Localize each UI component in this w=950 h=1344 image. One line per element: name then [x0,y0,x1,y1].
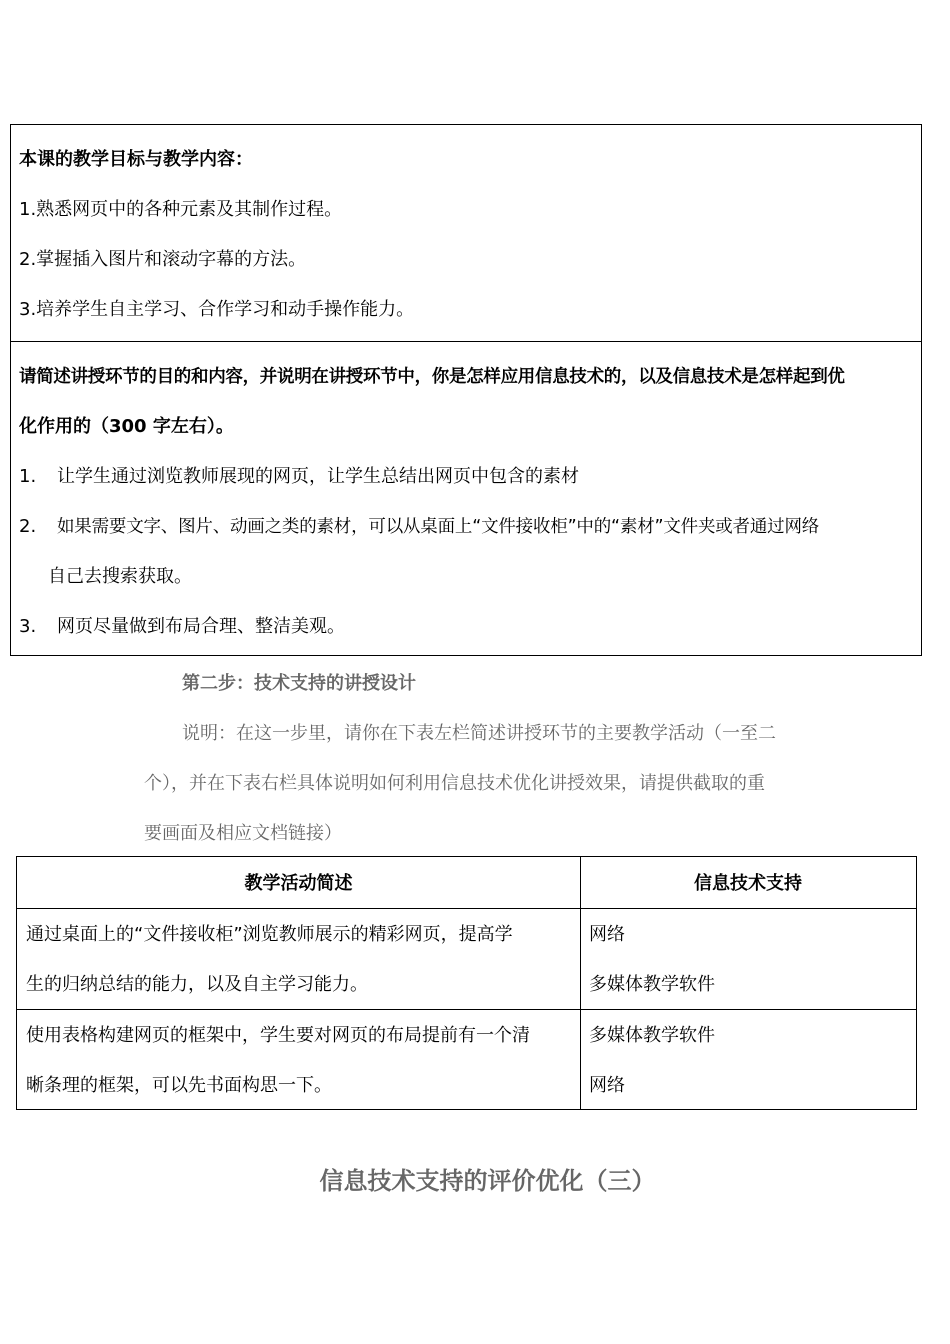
lecture-item-2 [19,515,919,539]
table-row-1-activity-line-1: 通过桌面上的“文件接收柜”浏览教师展示的精彩网页，提高学 [26,924,513,945]
table-row-1-support-1: 网络 [589,924,625,945]
box-divider [11,341,921,342]
table-row-2-support-2: 网络 [589,1075,625,1096]
lecture-item-text: 网页尽量做到布局合理、整洁美观。 [57,616,345,637]
table-header-support: 信息技术支持 [694,873,802,894]
lecture-item-text: 让学生通过浏览教师展现的网页，让学生总结出网页中包含的素材 [57,466,579,487]
table-row-1-support-2: 多媒体教学软件 [589,974,715,995]
objective-item-3: 3.培养学生自主学习、合作学习和动手操作能力。 [19,299,415,320]
step2-heading: 第二步：技术支持的讲授设计 [182,673,416,694]
lecture-item-number: 3. [19,616,37,637]
table-row-divider [17,1009,916,1010]
lecture-item-number: 1. [19,466,37,487]
table-row-2-activity-line-2: 晰条理的框架，可以先书面构思一下。 [26,1075,332,1096]
activity-table [16,856,917,1110]
table-row-2-support-1: 多媒体教学软件 [589,1025,715,1046]
section-title: 信息技术支持的评价优化（三） [319,1166,656,1195]
lesson-info-box [10,124,922,656]
lecture-question-line-2: 化作用的（300 字左右）。 [19,416,234,437]
lecture-item-3 [19,615,345,639]
table-row-2-activity-line-1: 使用表格构建网页的框架中，学生要对网页的布局提前有一个清 [26,1025,530,1046]
objective-item-1: 1.熟悉网页中的各种元素及其制作过程。 [19,199,343,220]
table-row-1-activity-line-2: 生的归纳总结的能力，以及自主学习能力。 [26,974,368,995]
table-header-divider [17,908,916,909]
lecture-item-number: 2. [19,516,37,537]
lecture-question-line-1: 请简述讲授环节的目的和内容，并说明在讲授环节中，你是怎样应用信息技术的，以及信息技术是怎样起到优 [19,367,845,387]
table-header-activity: 教学活动简述 [244,873,353,894]
lecture-item-2-continued: 自己去搜索获取。 [48,566,192,587]
lecture-item-1 [19,465,579,489]
step2-desc-line-3: 要画面及相应文档链接） [144,823,342,844]
lecture-item-text: 如果需要文字、图片、动画之类的素材，可以从桌面上“文件接收柜”中的“素材”文件夹或者通过网络 [57,517,820,537]
step2-desc-line-1: 说明：在这一步里，请你在下表左栏简述讲授环节的主要教学活动（一至二 [182,723,776,744]
objective-item-2: 2.掌握插入图片和滚动字幕的方法。 [19,249,307,270]
step2-desc-line-2: 个），并在下表右栏具体说明如何利用信息技术优化讲授效果，请提供截取的重 [144,773,765,794]
objectives-heading: 本课的教学目标与教学内容： [19,149,253,170]
